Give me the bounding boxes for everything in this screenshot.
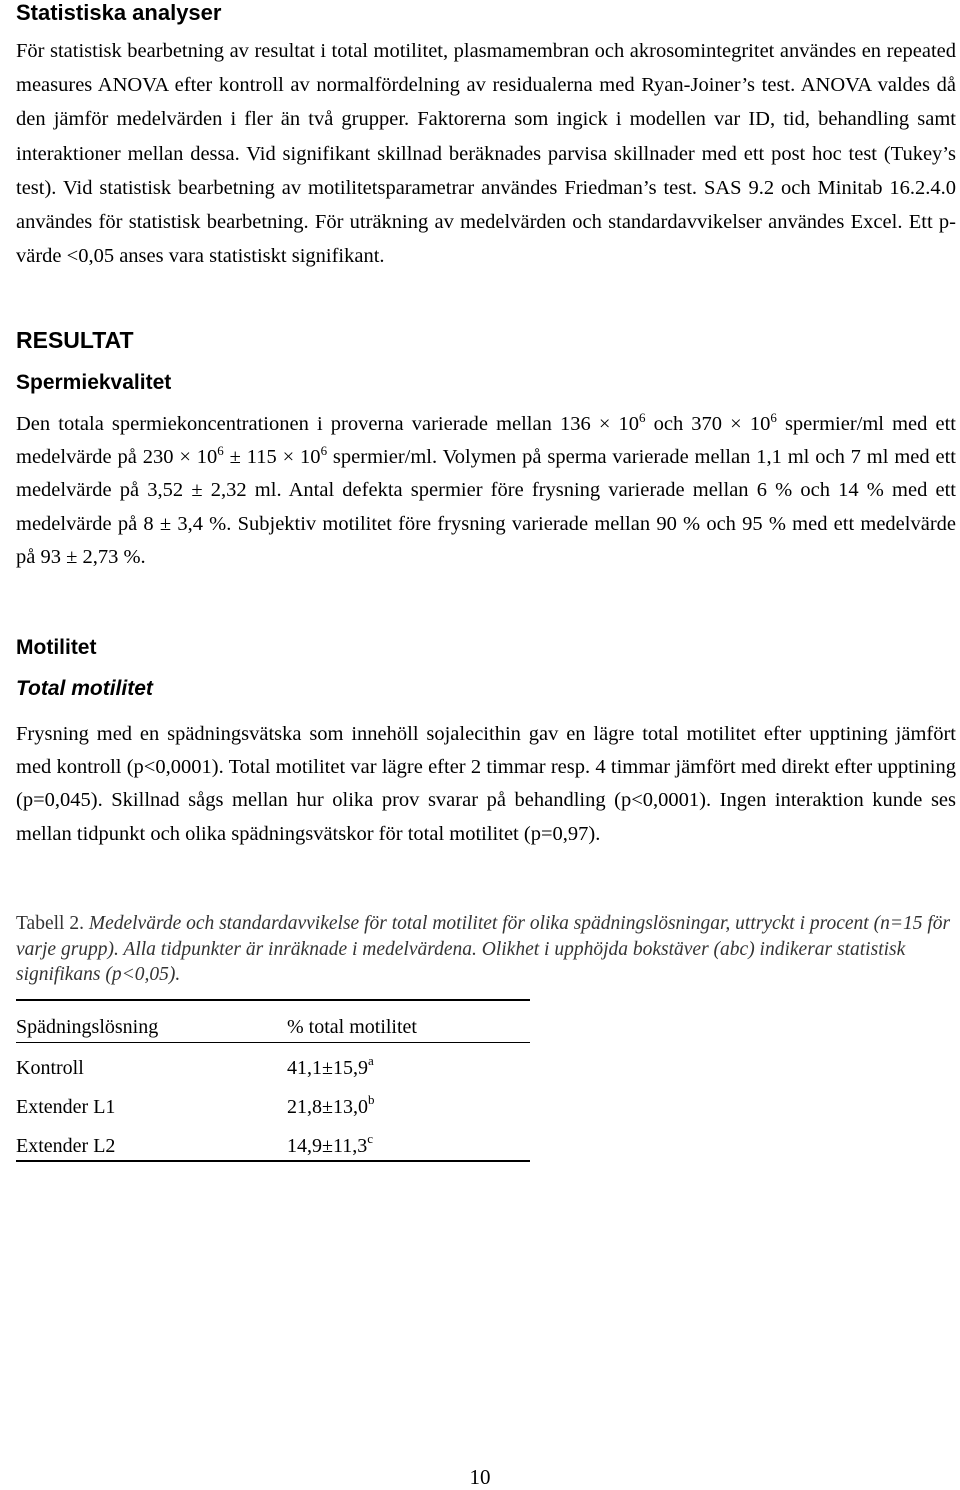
table-top-rule <box>16 999 530 1001</box>
text-run: spermier/ml. Volymen på sperma varierade mellan 1,1 ml och 7 ml med ett medelvärde på 3,52 ± 2,32 ml. Antal defekta spermier före frysning varierade mellan 6 % och 14 % med ett medelvärde på 8 ± 3,4 %. Subjektiv motilitet före frysning varierade mellan 90 % och 95 % med ett medelvärde på 93 ± 2,73 %. <box>16 446 956 568</box>
table-header-motility: % total motilitet <box>287 1016 417 1038</box>
text-run: Den totala spermiekoncentrationen i proverna varierade mellan 136 × 10 <box>16 413 639 435</box>
superscript: 6 <box>320 443 328 459</box>
significance-letter: b <box>367 1092 375 1107</box>
significance-letter: a <box>367 1053 374 1068</box>
text-run: och 370 × 10 <box>645 413 771 435</box>
caption-text: Medelvärde och standardavvikelse för total motilitet för olika spädningslösningar, uttryckt i procent (n=15 för varje grupp). Alla tidpunkter är inräknade i medelvärdena. Olikhet i upphöjda bokstäver (abc) indikerar statistisk signifikans (p<0,05). <box>16 913 951 985</box>
total-motility-paragraph: Frysning med en spädningsvätska som innehöll sojalecithin gav en lägre total motilitet efter upptining jämfört med kontroll (p<0,0001). Total motilitet var lägre efter 2 timmar resp. 4 timmar jämfört med direkt efter upptining (p=0,045). Skillnad sågs mellan hur olika prov svarar på behandling (p<0,0001). Ingen interaktion kunde ses mellan tidpunkt och olika spädningsvätskor för total motilitet (p=0,97). <box>16 723 956 845</box>
section-heading-sperm-quality: Spermiekvalitet <box>16 371 172 394</box>
section-heading-motility: Motilitet <box>16 636 97 659</box>
value-text: 41,1±15,9 <box>287 1057 368 1079</box>
table-row-value <box>287 1092 375 1119</box>
superscript: 6 <box>639 410 646 425</box>
table-row-value <box>287 1053 374 1080</box>
table-row-name: Extender L2 <box>16 1135 116 1157</box>
superscript: 6 <box>217 443 224 459</box>
table-row-name: Extender L1 <box>16 1096 116 1118</box>
text-run: ± 115 × 10 <box>223 446 321 469</box>
superscript: 6 <box>770 410 777 425</box>
table-row-name: Kontroll <box>16 1057 84 1079</box>
page-number: 10 <box>469 1465 491 1489</box>
statistics-paragraph: För statistisk bearbetning av resultat i total motilitet, plasmamembran och akrosomintegritet användes en repeated measures ANOVA efter kontroll av normalfördelning av residualerna med Ryan-Joiner’s test. ANOVA valdes då den jämför medelvärden i fler än två grupper. Faktorerna som ingick i modellen var ID, tid, behandling samt interaktioner mellan dessa. Vid signifikant skillnad beräknades parvisa skillnader med ett post hoc test (Tukey’s test). Vid statistisk bearbetning av motilitetsparametrar användes Friedman’s test. SAS 9.2 och Minitab 16.2.4.0 användes för statistisk bearbetning. För uträkning av medelvärden och standardavvikelser användes Excel. Ett p- värde <0,05 anses vara statistiskt signifikant. <box>16 40 956 268</box>
value-text: 21,8±13,0 <box>287 1096 368 1118</box>
text-run: spermier/ml med ett medelvärde på 230 × 10 <box>16 413 957 469</box>
table-bottom-rule <box>16 1160 530 1162</box>
section-heading-total-motility: Total motilitet <box>16 677 153 700</box>
section-heading-statistics: Statistiska analyser <box>16 0 222 25</box>
table-caption <box>16 911 956 988</box>
value-text: 14,9±11,3 <box>287 1135 368 1157</box>
table-header-solution: Spädningslösning <box>16 1016 159 1038</box>
significance-letter: c <box>367 1131 374 1146</box>
table-header-rule <box>16 1042 530 1043</box>
caption-label: Tabell 2. <box>16 913 84 934</box>
sperm-quality-paragraph <box>16 408 956 574</box>
section-heading-results: RESULTAT <box>16 327 134 353</box>
table-row-value <box>287 1131 374 1158</box>
